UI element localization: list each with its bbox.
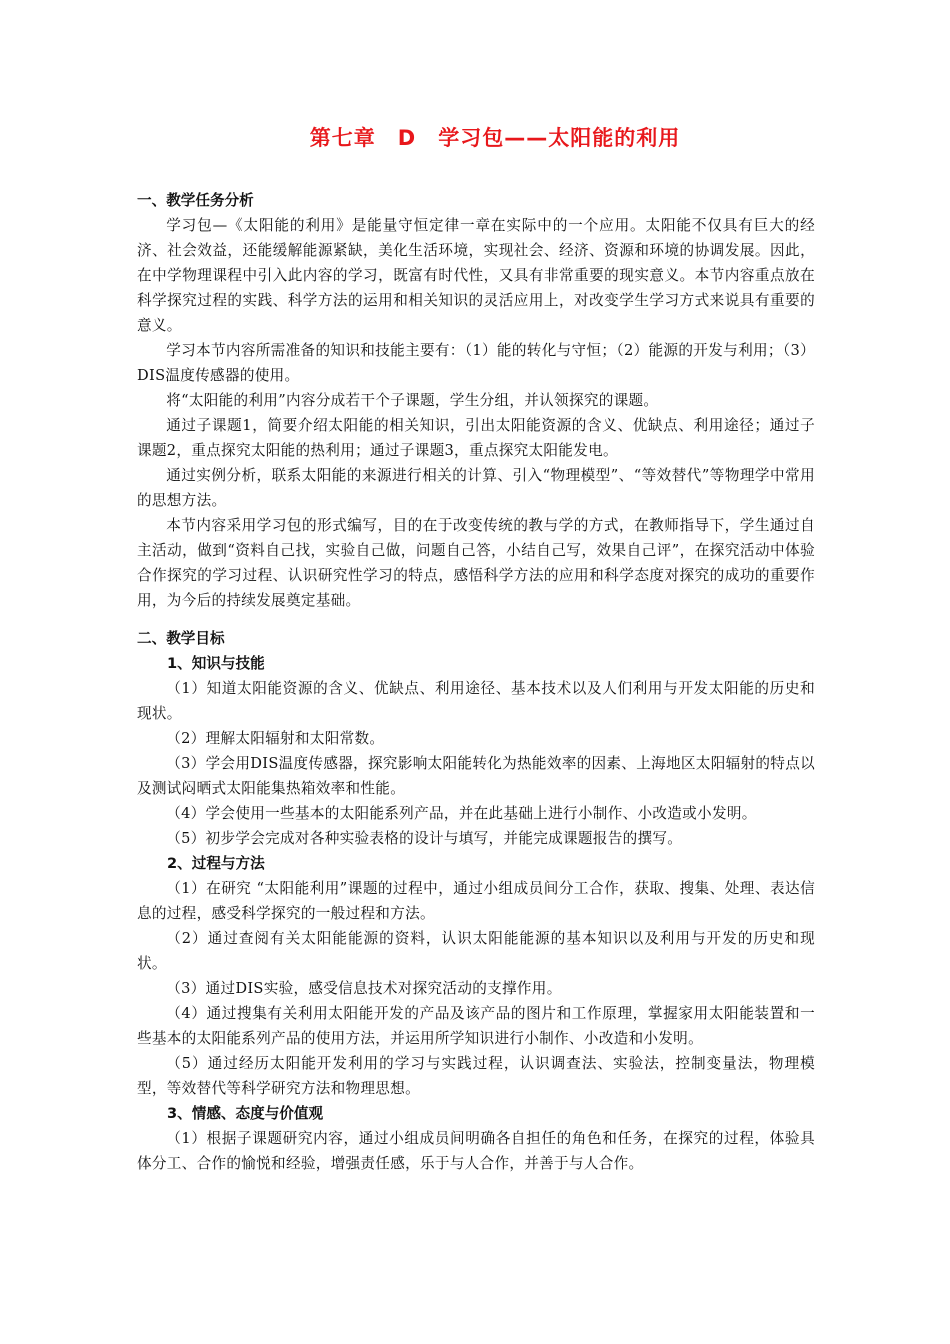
paragraph: （5）初步学会完成对各种实验表格的设计与填写，并能完成课题报告的撰写。 [166, 830, 683, 847]
paragraph: 通过子课题1，简要介绍太阳能的相关知识，引出太阳能资源的含义、优缺点、利用途径；通过子课题2，重点探究太阳能的热利用；通过子课题3，重点探究太阳能发电。 [137, 417, 815, 459]
paragraph: 将“太阳能的利用”内容分成若干个子课题，学生分组，并认领探究的课题。 [166, 392, 659, 409]
paragraph: 学习本节内容所需准备的知识和技能主要有：（1）能的转化与守恒；（2）能源的开发与利用；（3）DIS温度传感器的使用。 [137, 342, 815, 384]
paragraph: （1）在研究 “太阳能利用”课题的过程中，通过小组成员间分工合作，获取、搜集、处理、表达信息的过程，感受科学探究的一般过程和方法。 [137, 880, 815, 922]
subsection-heading-knowledge-skills: 1、知识与技能 [167, 655, 265, 672]
subsection-heading-emotion-attitude-values: 3、情感、态度与价值观 [167, 1105, 324, 1122]
paragraph: 学习包—《太阳能的利用》是能量守恒定律一章在实际中的一个应用。太阳能不仅具有巨大的经济、社会效益，还能缓解能源紧缺，美化生活环境，实现社会、经济、资源和环境的协调发展。因此，在中学物理课程中引入此内容的学习，既富有时代性，又具有非常重要的现实意义。本节内容重点放在科学探究过程的实践、科学方法的运用和相关知识的灵活应用上，对改变学生学习方式来说具有重要的意义。 [137, 217, 815, 334]
paragraph: （5）通过经历太阳能开发利用的学习与实践过程，认识调查法、实验法，控制变量法，物理模型，等效替代等科学研究方法和物理思想。 [137, 1055, 815, 1097]
paragraph: （4）通过搜集有关利用太阳能开发的产品及该产品的图片和工作原理，掌握家用太阳能装置和一些基本的太阳能系列产品的使用方法，并运用所学知识进行小制作、小改造和小发明。 [137, 1005, 815, 1047]
paragraph: （1）根据子课题研究内容，通过小组成员间明确各自担任的角色和任务，在探究的过程，体验具体分工、合作的愉悦和经验，增强责任感，乐于与人合作，并善于与人合作。 [137, 1130, 815, 1172]
paragraph: （4）学会使用一些基本的太阳能系列产品，并在此基础上进行小制作、小改造或小发明。 [166, 805, 757, 822]
document-body [137, 188, 815, 1176]
paragraph: 通过实例分析，联系太阳能的来源进行相关的计算、引入“物理模型”、“等效替代”等物理学中常用的思想方法。 [137, 467, 815, 509]
paragraph: （3）学会用DIS温度传感器，探究影响太阳能转化为热能效率的因素、上海地区太阳辐射的特点以及测试闷晒式太阳能集热箱效率和性能。 [137, 755, 815, 797]
section-heading-task-analysis: 一、教学任务分析 [137, 192, 254, 209]
paragraph: （3）通过DIS实验，感受信息技术对探究活动的支撑作用。 [166, 980, 562, 997]
document-title: 第七章 D 学习包——太阳能的利用 [309, 126, 681, 150]
paragraph: （2）理解太阳辐射和太阳常数。 [166, 730, 385, 747]
subsection-heading-process-methods: 2、过程与方法 [167, 855, 265, 872]
paragraph: （1）知道太阳能资源的含义、优缺点、利用途径、基本技术以及人们利用与开发太阳能的历史和现状。 [137, 680, 815, 722]
paragraph: 本节内容采用学习包的形式编写，目的在于改变传统的教与学的方式，在教师指导下，学生通过自主活动，做到“资料自己找，实验自己做，问题自己答，小结自己写，效果自己评”，在探究活动中体验合作探究的学习过程、认识研究性学习的特点，感悟科学方法的应用和科学态度对探究的成功的重要作用，为今后的持续发展奠定基础。 [137, 517, 815, 609]
paragraph: （2）通过查阅有关太阳能能源的资料，认识太阳能能源的基本知识以及利用与开发的历史和现状。 [137, 930, 815, 972]
section-heading-teaching-goals: 二、教学目标 [137, 630, 225, 647]
